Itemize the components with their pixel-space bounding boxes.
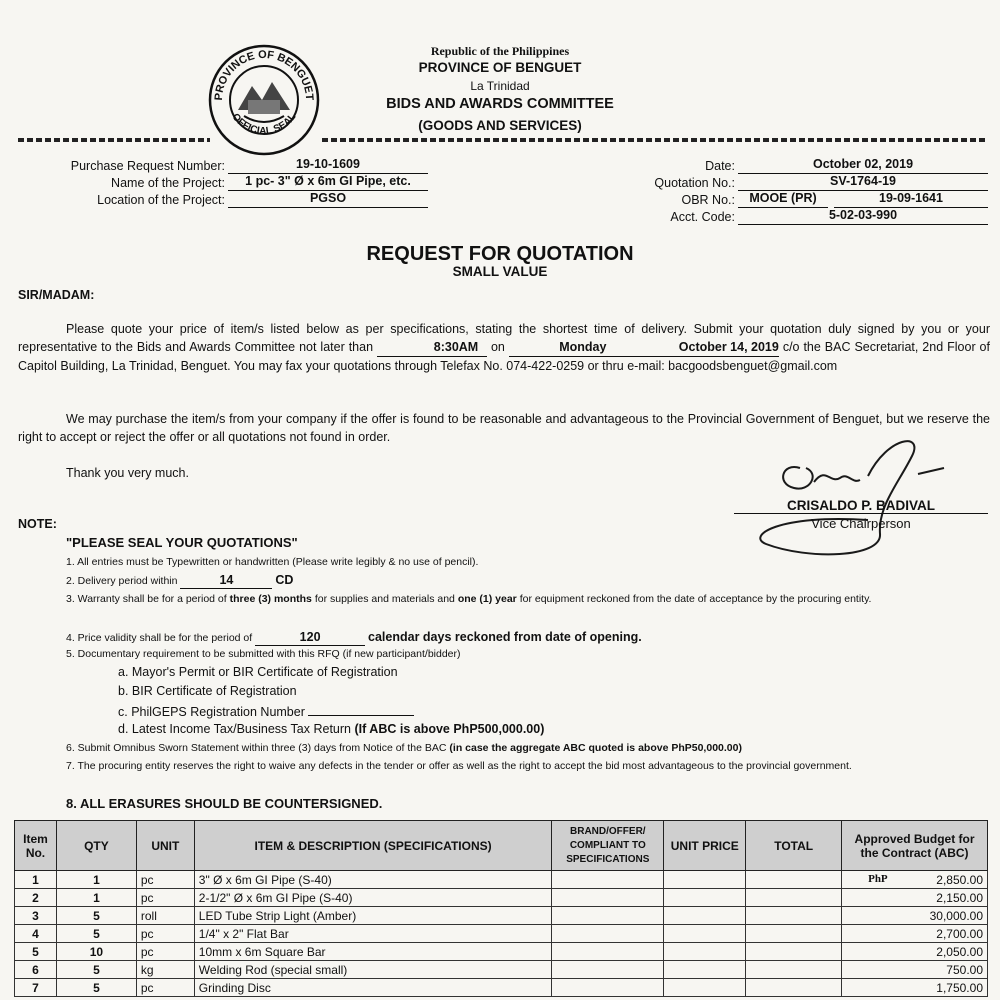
row-abc: 2,700.00: [842, 925, 988, 943]
row-unit: pc: [136, 979, 194, 997]
note-7: 7. The procuring entity reserves the right to waive any defects in the tender or offer as well as the right to accept the bid most advantageous to the provincial government.: [66, 760, 852, 772]
row-brand[interactable]: [552, 871, 664, 889]
col-total: TOTAL: [746, 821, 842, 871]
deadline-date: October 14, 2019: [609, 338, 779, 357]
acct-value: 5-02-03-990: [738, 208, 988, 225]
row-desc: Welding Rod (special small): [194, 961, 552, 979]
table-row: [15, 925, 988, 943]
col-unit-price: UNIT PRICE: [664, 821, 746, 871]
header-divider-right: [322, 138, 988, 142]
row-qty: 1: [56, 871, 136, 889]
row-unit-price[interactable]: [664, 871, 746, 889]
row-abc: 30,000.00: [842, 907, 988, 925]
on-word: on: [490, 340, 505, 354]
note-3-text: 3. Warranty shall be for a period of: [66, 593, 227, 605]
row-total[interactable]: [746, 979, 842, 997]
table-row: [15, 961, 988, 979]
table-row: [15, 889, 988, 907]
note-4: [66, 630, 642, 646]
date-value: October 02, 2019: [738, 157, 988, 174]
svg-text:OFFICIAL SEAL: OFFICIAL SEAL: [229, 111, 299, 137]
row-unit-price[interactable]: [664, 907, 746, 925]
note-3: [66, 592, 988, 607]
row-unit: kg: [136, 961, 194, 979]
province-name: PROVINCE OF BENGUET: [418, 60, 582, 75]
row-abc: 750.00: [842, 961, 988, 979]
project-label: Name of the Project:: [111, 176, 225, 190]
document-subtitle: SMALL VALUE: [452, 264, 548, 279]
col-item-no: Item No.: [15, 821, 57, 871]
table-row: [15, 943, 988, 961]
pr-number-value: 19-10-1609: [228, 157, 428, 174]
paragraph-1-text: Please quote your price of item/s listed below as per specifications, stating the shortest time of delivery. Submit your quotation duly signed by you or your representative to the Bids and Awards Committee not later than: [18, 322, 990, 354]
row-total[interactable]: [746, 871, 842, 889]
row-unit: pc: [136, 925, 194, 943]
row-item: 3: [15, 907, 57, 925]
table-header-row: [15, 821, 988, 871]
row-qty: 10: [56, 943, 136, 961]
note-3-supplies-period: three (3) months: [229, 593, 312, 605]
signature: [748, 426, 988, 566]
thank-you: Thank you very much.: [66, 466, 189, 480]
header-divider-left: [18, 138, 210, 142]
republic-line: Republic of the Philippines: [430, 44, 570, 58]
note-6-text: 6. Submit Omnibus Sworn Statement within three (3) days from Notice of the BAC: [66, 742, 447, 754]
note-5a: a. Mayor's Permit or BIR Certificate of Registration: [118, 665, 398, 679]
row-desc: LED Tube Strip Light (Amber): [194, 907, 552, 925]
pr-number-label: Purchase Request Number:: [70, 159, 225, 173]
row-item: 4: [15, 925, 57, 943]
row-desc: 10mm x 6m Square Bar: [194, 943, 552, 961]
svg-text:PROVINCE OF BENGUET: PROVINCE OF BENGUET: [212, 48, 316, 101]
row-unit: roll: [136, 907, 194, 925]
row-qty: 5: [56, 907, 136, 925]
row-abc: 1,750.00: [842, 979, 988, 997]
paragraph-1-contact: c/o the BAC Secretariat, 2nd Floor of Capitol Building, La Trinidad, Benguet. You may fax your quotations through Telefax No. 074-422-0259 or thru e-mail: bacgoodsbenguet@gmail.com: [18, 340, 990, 373]
row-item: 5: [15, 943, 57, 961]
row-total[interactable]: [746, 907, 842, 925]
town-name: La Trinidad: [470, 79, 530, 93]
note-4-text-2: calendar days reckoned from date of opening.: [368, 630, 642, 644]
col-description: ITEM & DESCRIPTION (SPECIFICATIONS): [194, 821, 552, 871]
table-row: [15, 871, 988, 889]
note-6: [66, 741, 742, 756]
row-unit-price[interactable]: [664, 979, 746, 997]
row-total[interactable]: [746, 943, 842, 961]
note-5: 5. Documentary requirement to be submitted with this RFQ (if new participant/bidder): [66, 648, 461, 660]
row-unit: pc: [136, 943, 194, 961]
row-item: 1: [15, 871, 57, 889]
paragraph-1: [18, 320, 990, 375]
note-label: NOTE:: [18, 517, 57, 531]
row-desc: 3" Ø x 6m GI Pipe (S-40): [194, 871, 552, 889]
price-validity-days: 120: [255, 630, 365, 646]
note-3-text-3: for equipment reckoned from the date of acceptance by the procuring entity.: [519, 593, 872, 605]
row-item: 6: [15, 961, 57, 979]
signatory-name: CRISALDO P. BADIVAL: [734, 498, 988, 514]
row-item: 2: [15, 889, 57, 907]
project-value: 1 pc- 3" Ø x 6m GI Pipe, etc.: [228, 174, 428, 191]
row-unit-price[interactable]: [664, 889, 746, 907]
col-unit: UNIT: [136, 821, 194, 871]
row-abc: [842, 871, 988, 889]
row-brand[interactable]: [552, 943, 664, 961]
obr-type-value: MOOE (PR): [738, 191, 828, 208]
delivery-days: 14: [180, 573, 272, 589]
salutation: SIR/MADAM:: [18, 288, 95, 302]
row-abc-value: 2,850.00: [936, 872, 983, 887]
committee-name: BIDS AND AWARDS COMMITTEE: [386, 96, 614, 112]
row-unit-price[interactable]: [664, 943, 746, 961]
row-brand[interactable]: [552, 889, 664, 907]
deadline-time: 8:30AM: [377, 338, 487, 357]
row-unit-price[interactable]: [664, 925, 746, 943]
official-seal: [208, 44, 320, 156]
col-abc: Approved Budget for the Contract (ABC): [842, 821, 988, 871]
obr-number-value: 19-09-1641: [834, 191, 988, 208]
currency-label: PhP: [868, 872, 888, 885]
quotation-label: Quotation No.:: [654, 176, 735, 190]
row-brand[interactable]: [552, 907, 664, 925]
row-desc: Grinding Disc: [194, 979, 552, 997]
table-row: [15, 907, 988, 925]
signatory-position: Vice Chairperson: [811, 516, 911, 531]
note-4-text: 4. Price validity shall be for the period of: [66, 632, 253, 644]
col-brand: BRAND/OFFER/ COMPLIANT TO SPECIFICATIONS: [552, 821, 664, 871]
note-2: [66, 573, 293, 589]
note-5d-text: d. Latest Income Tax/Business Tax Return: [118, 722, 351, 736]
note-8: 8. ALL ERASURES SHOULD BE COUNTERSIGNED.: [66, 796, 383, 811]
row-unit: pc: [136, 889, 194, 907]
row-abc: 2,050.00: [842, 943, 988, 961]
obr-label: OBR No.:: [681, 193, 735, 207]
note-5c-text: c. PhilGEPS Registration Number: [118, 705, 305, 719]
seal-notice: "PLEASE SEAL YOUR QUOTATIONS": [66, 535, 298, 550]
row-brand[interactable]: [552, 979, 664, 997]
note-3-text-2: for supplies and materials and: [314, 593, 455, 605]
row-desc: 1/4" x 2" Flat Bar: [194, 925, 552, 943]
row-item: 7: [15, 979, 57, 997]
row-total[interactable]: [746, 889, 842, 907]
location-label: Location of the Project:: [97, 193, 225, 207]
note-3-equipment-period: one (1) year: [457, 593, 517, 605]
row-desc: 2-1/2" Ø x 6m GI Pipe (S-40): [194, 889, 552, 907]
row-unit-price[interactable]: [664, 961, 746, 979]
deadline-day: Monday: [509, 338, 609, 357]
row-total[interactable]: [746, 961, 842, 979]
quotation-value: SV-1764-19: [738, 174, 988, 191]
delivery-unit: CD: [275, 573, 294, 587]
committee-scope: (GOODS AND SERVICES): [418, 118, 582, 133]
col-qty: QTY: [56, 821, 136, 871]
note-2-text: 2. Delivery period within: [66, 575, 178, 587]
note-5d: [118, 722, 544, 736]
row-qty: 5: [56, 961, 136, 979]
note-5b: b. BIR Certificate of Registration: [118, 684, 297, 698]
acct-label: Acct. Code:: [670, 210, 735, 224]
row-qty: 5: [56, 925, 136, 943]
row-total[interactable]: [746, 925, 842, 943]
paragraph-2: We may purchase the item/s from your company if the offer is found to be reasonable and advantageous to the Provincial Government of Benguet, but we reserve the right to accept or reject the offer or all quotations not found in order.: [18, 412, 990, 444]
row-brand[interactable]: [552, 961, 664, 979]
philgeps-blank: [308, 703, 414, 716]
row-qty: 1: [56, 889, 136, 907]
row-qty: 5: [56, 979, 136, 997]
quotation-table: [14, 820, 988, 997]
note-5c: [118, 703, 414, 719]
document-title: REQUEST FOR QUOTATION: [366, 243, 634, 265]
location-value: PGSO: [228, 191, 428, 208]
row-abc: 2,150.00: [842, 889, 988, 907]
date-label: Date:: [705, 159, 735, 173]
note-1: 1. All entries must be Typewritten or handwritten (Please write legibly & no use of pencil).: [66, 556, 479, 568]
note-5d-condition: (If ABC is above PhP500,000.00): [354, 722, 545, 736]
note-6-condition: (in case the aggregate ABC quoted is above PhP50,000.00): [449, 742, 742, 754]
row-brand[interactable]: [552, 925, 664, 943]
row-unit: pc: [136, 871, 194, 889]
table-row: [15, 979, 988, 997]
